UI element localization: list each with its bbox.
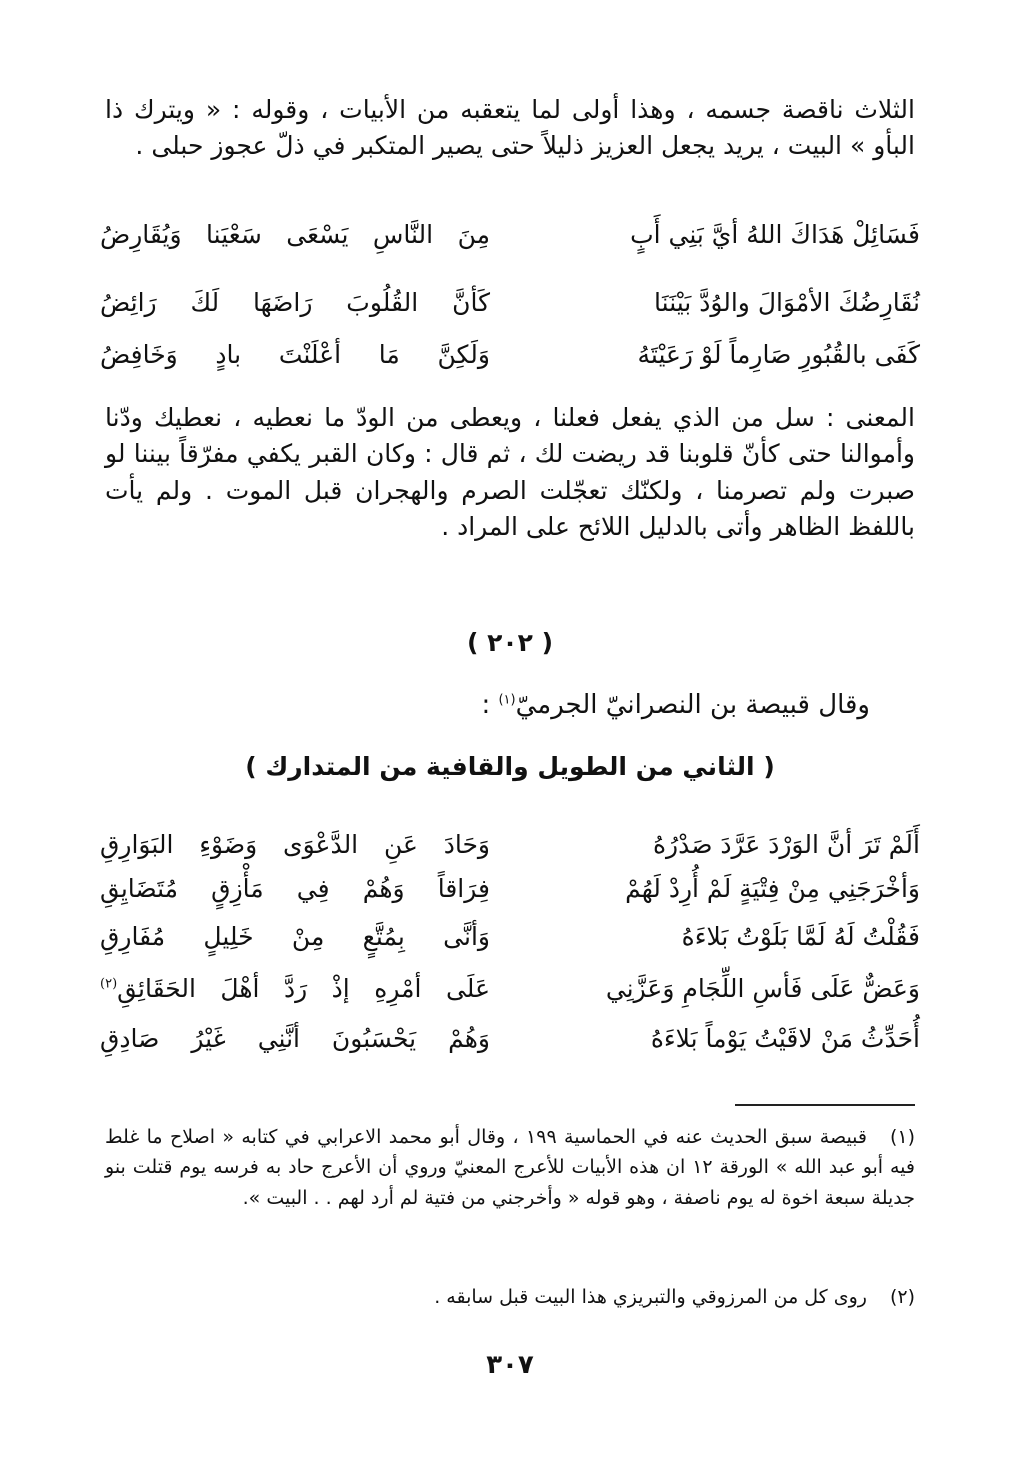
verse-second-hemistich: مِنَ النَّاسِ يَسْعَى سَعْيَنا وَيُقَارِضُ (100, 219, 490, 249)
verse-row (100, 1012, 920, 1064)
verse-first-hemistich: وَعَضٌّ عَلَى فَأسِ اللِّجَامِ وَعَزَّنِي (605, 973, 920, 1003)
verse-first-hemistich: فَقُلْتُ لَهُ لَمَّا بَلَوْتُ بَلاءَهُ (681, 921, 920, 951)
verse-second-hemistich (100, 974, 490, 1003)
footnote-reference: (١) (498, 692, 516, 708)
verse-second-hemistich: وَحَادَ عَنِ الدَّعْوَى وَضَوْءِ البَوَارِقِ (100, 829, 490, 859)
verse-row (100, 208, 920, 260)
verse-row (100, 328, 920, 380)
verse-second-hemistich: وَلَكِنَّ مَا أعْلَنْتَ بادٍ وَخَافِضُ (100, 339, 490, 369)
verse-first-hemistich: نُقَارِضُكَ الأمْوَالَ والوُدَّ بَيْنَنَا (654, 287, 920, 317)
poem-introduction (481, 690, 870, 720)
verse-first-hemistich: أَلَمْ تَرَ أنَّ الوَرْدَ عَرَّدَ صَدْرُهُ (652, 829, 920, 859)
footnote-text: روى كل من المرزوقي والتبريزي هذا البيت قبل سابقه . (434, 1286, 867, 1308)
verse-first-hemistich: فَسَائِلْ هَدَاكَ اللهُ أيَّ بَنِي أَبٍ (630, 219, 920, 249)
verse-second-hemistich: وَهُمْ يَحْسَبُونَ أنَّنِي غَيْرُ صَادِقِ (100, 1023, 490, 1053)
verse-row (100, 910, 920, 962)
verse-second-hemistich: كَأنَّ القُلُوبَ رَاضَهَا لَكَ رَائِضُ (100, 287, 490, 317)
meaning-paragraph: المعنى : سل من الذي يفعل فعلنا ، ويعطى من الودّ ما نعطيه ، نعطيك ودّنا وأموالنا حتى كأنّ قلوبنا قد ريضت لك ، ثم قال : وكان القبر يكفي مفرّقاً بيننا لو صبرت ولم تصرمنا ، ولكنّك تعجّلت الصرم والهجران قبل الموت . ولم يأت باللفظ الظاهر وأتى بالدليل اللائح على المراد . (105, 403, 915, 541)
verse-second-hemistich: وَأنَّى بِمُتَّعٍ مِنْ خَلِيلٍ مُفَارِقِ (100, 921, 490, 951)
footnote (105, 1122, 915, 1213)
verse-row (100, 862, 920, 914)
poem-introduction-colon: : (481, 690, 499, 720)
verse-first-hemistich: وَأخْرَجَنِي مِنْ فِتْيَةٍ لَمْ أُرِدْ لَهُمْ (625, 873, 920, 903)
verse-second-hemistich-text: عَلَى أمْرِهِ إذْ رَدَّ أهْلَ الحَقَائِقِ (117, 973, 490, 1003)
meter-heading: ( الثاني من الطويل والقافية من المتدارك ) (245, 752, 775, 781)
verse-second-hemistich: فِرَاقاً وَهُمْ فِي مَأْزِقٍ مُتَضَايِقِ (100, 873, 490, 903)
verse-row (100, 276, 920, 328)
verse-row (100, 962, 920, 1014)
footnote-mark: (١) (889, 1126, 915, 1148)
opening-paragraph: الثلاث ناقصة جسمه ، وهذا أولى لما يتعقبه من الأبيات ، وقوله : « ويترك ذا البأو » البيت ، يريد يجعل العزيز ذليلاً حتى يصير المتكبر في ذلّ عجوز حبلى . (105, 95, 915, 161)
footnote (105, 1282, 915, 1312)
poem-number: ( ٢٠٢ ) (466, 628, 554, 657)
footnote-text: قبيصة سبق الحديث عنه في الحماسية ١٩٩ ، وقال أبو محمد الاعرابي في كتابه « اصلاح ما غلط فيه أبو عبد الله » الورقة ١٢ ان هذه الأبيات للأعرج المعنيّ وروي أن الأعرج حاد به فرسه يوم قتلت بنو جديلة سبعة اخوة له يوم ناصفة ، وهو قوله « وأخرجني من فتية لم أرد لهم . . البيت ». (105, 1126, 915, 1209)
verse-first-hemistich: أُحَدِّثُ مَنْ لاقَيْتُ يَوْماً بَلاءَهُ (650, 1023, 920, 1053)
poem-introduction-text: وقال قبيصة بن النصرانيّ الجرميّ (515, 690, 870, 720)
footnote-divider (735, 1104, 915, 1106)
footnote-mark: (٢) (889, 1286, 915, 1308)
page-number: ٣٠٧ (486, 1350, 534, 1380)
verse-first-hemistich: كَفَى بالقُبُورِ صَارِماً لَوْ رَعَيْتَهُ (637, 339, 920, 369)
footnote-reference: (٢) (100, 976, 118, 992)
